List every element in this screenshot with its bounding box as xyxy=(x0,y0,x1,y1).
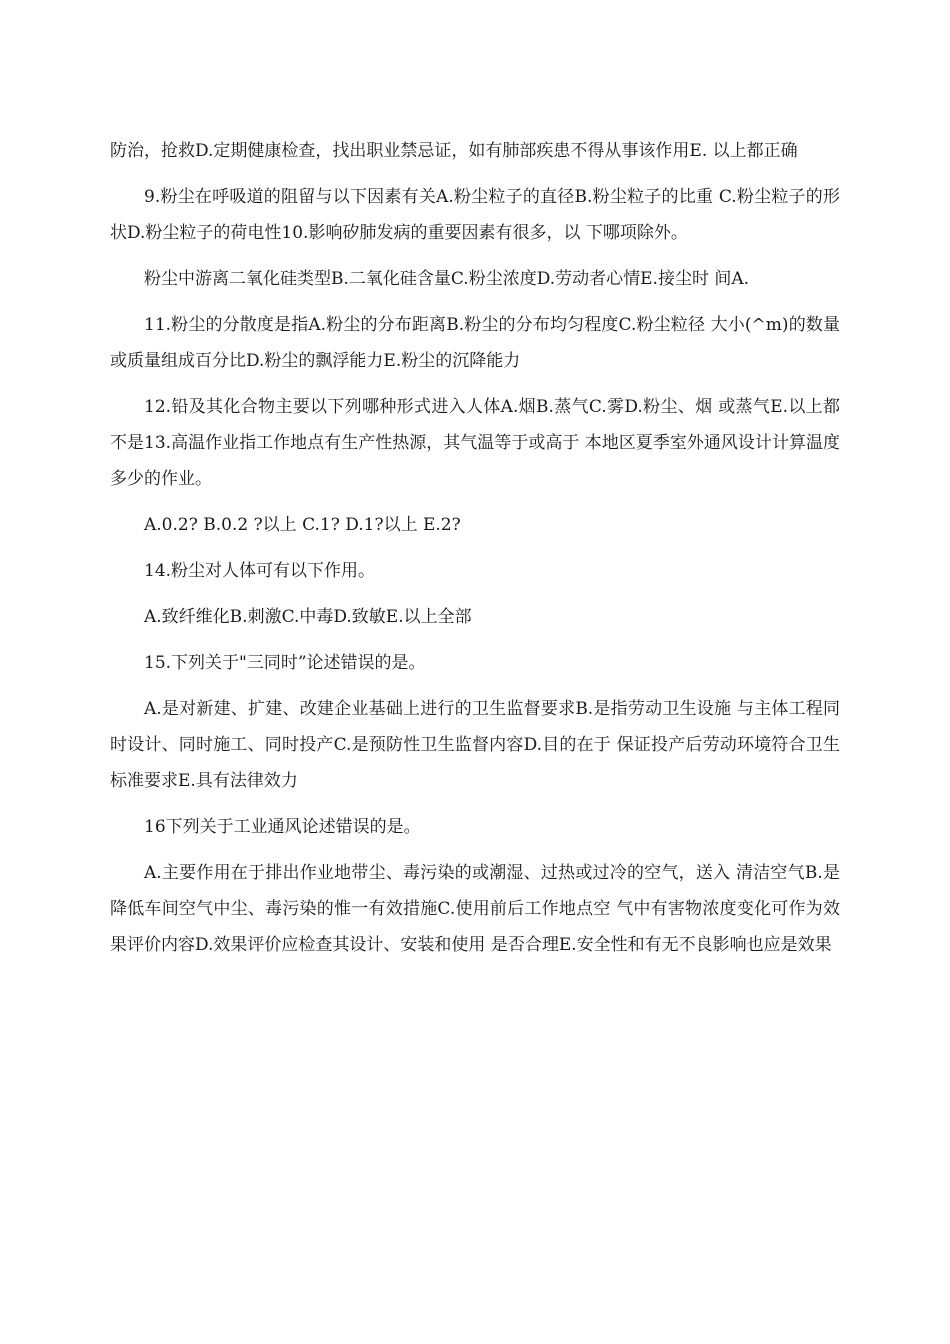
paragraph-question-15: 15.下列关于"三同时”论述错误的是。 xyxy=(144,653,426,673)
paragraph-question-14: 14.粉尘对人体可有以下作用。 xyxy=(144,561,376,581)
paragraph-question-9-10: 9.粉尘在呼吸道的阻留与以下因素有关A.粉尘粒子的直径B.粉尘粒子的比重 C.粉尘粒子的形状D.粉尘粒子的荷电性10.影响矽肺发病的重要因素有很多，以 下哪项除外。 xyxy=(110,187,840,243)
paragraph-question-10-options: 粉尘中游离二氧化硅类型B.二氧化硅含量C.粉尘浓度D.劳动者心情E.接尘时 间A. xyxy=(144,269,750,289)
paragraph-question-16: 16下列关于工业通风论述错误的是。 xyxy=(144,817,421,837)
paragraph-question-11: 11.粉尘的分散度是指A.粉尘的分布距离B.粉尘的分布均匀程度C.粉尘粒径 大小(^m)的数量或质量组成百分比D.粉尘的飘浮能力E.粉尘的沉降能力 xyxy=(110,315,840,371)
paragraph-question-16-options: A.主要作用在于排出作业地带尘、毒污染的或潮湿、过热或过冷的空气，送入 清洁空气B.是降低车间空气中尘、毒污染的惟一有效措施C.使用前后工作地点空 气中有害物浓度变化可作为效果评价内容D.效果评价应检查其设计、安装和使用 是否合理E.安全性和有无不良影响也应是效果 xyxy=(110,863,840,955)
document-body xyxy=(110,133,840,963)
paragraph-1: 防治，抢救D.定期健康检查，找出职业禁忌证，如有肺部疾患不得从事该作用E. 以上都正确 xyxy=(110,141,798,161)
paragraph-question-14-options: A.致纤维化B.刺激C.中毒D.致敏E.以上全部 xyxy=(144,607,472,627)
paragraph-question-15-options: A.是对新建、扩建、改建企业基础上进行的卫生监督要求B.是指劳动卫生设施 与主体工程同时设计、同时施工、同时投产C.是预防性卫生监督内容D.目的在于 保证投产后劳动环境符合卫生标准要求E.具有法律效力 xyxy=(110,699,840,791)
paragraph-question-13-options: A.0.2? B.0.2 ?以上 C.1? D.1?以上 E.2? xyxy=(144,515,461,535)
paragraph-question-12-13: 12.铅及其化合物主要以下列哪种形式进入人体A.烟B.蒸气C.雾D.粉尘、烟 或蒸气E.以上都不是13.高温作业指工作地点有生产性热源，其气温等于或高于 本地区夏季室外通风设计计算温度多少的作业。 xyxy=(110,397,840,489)
